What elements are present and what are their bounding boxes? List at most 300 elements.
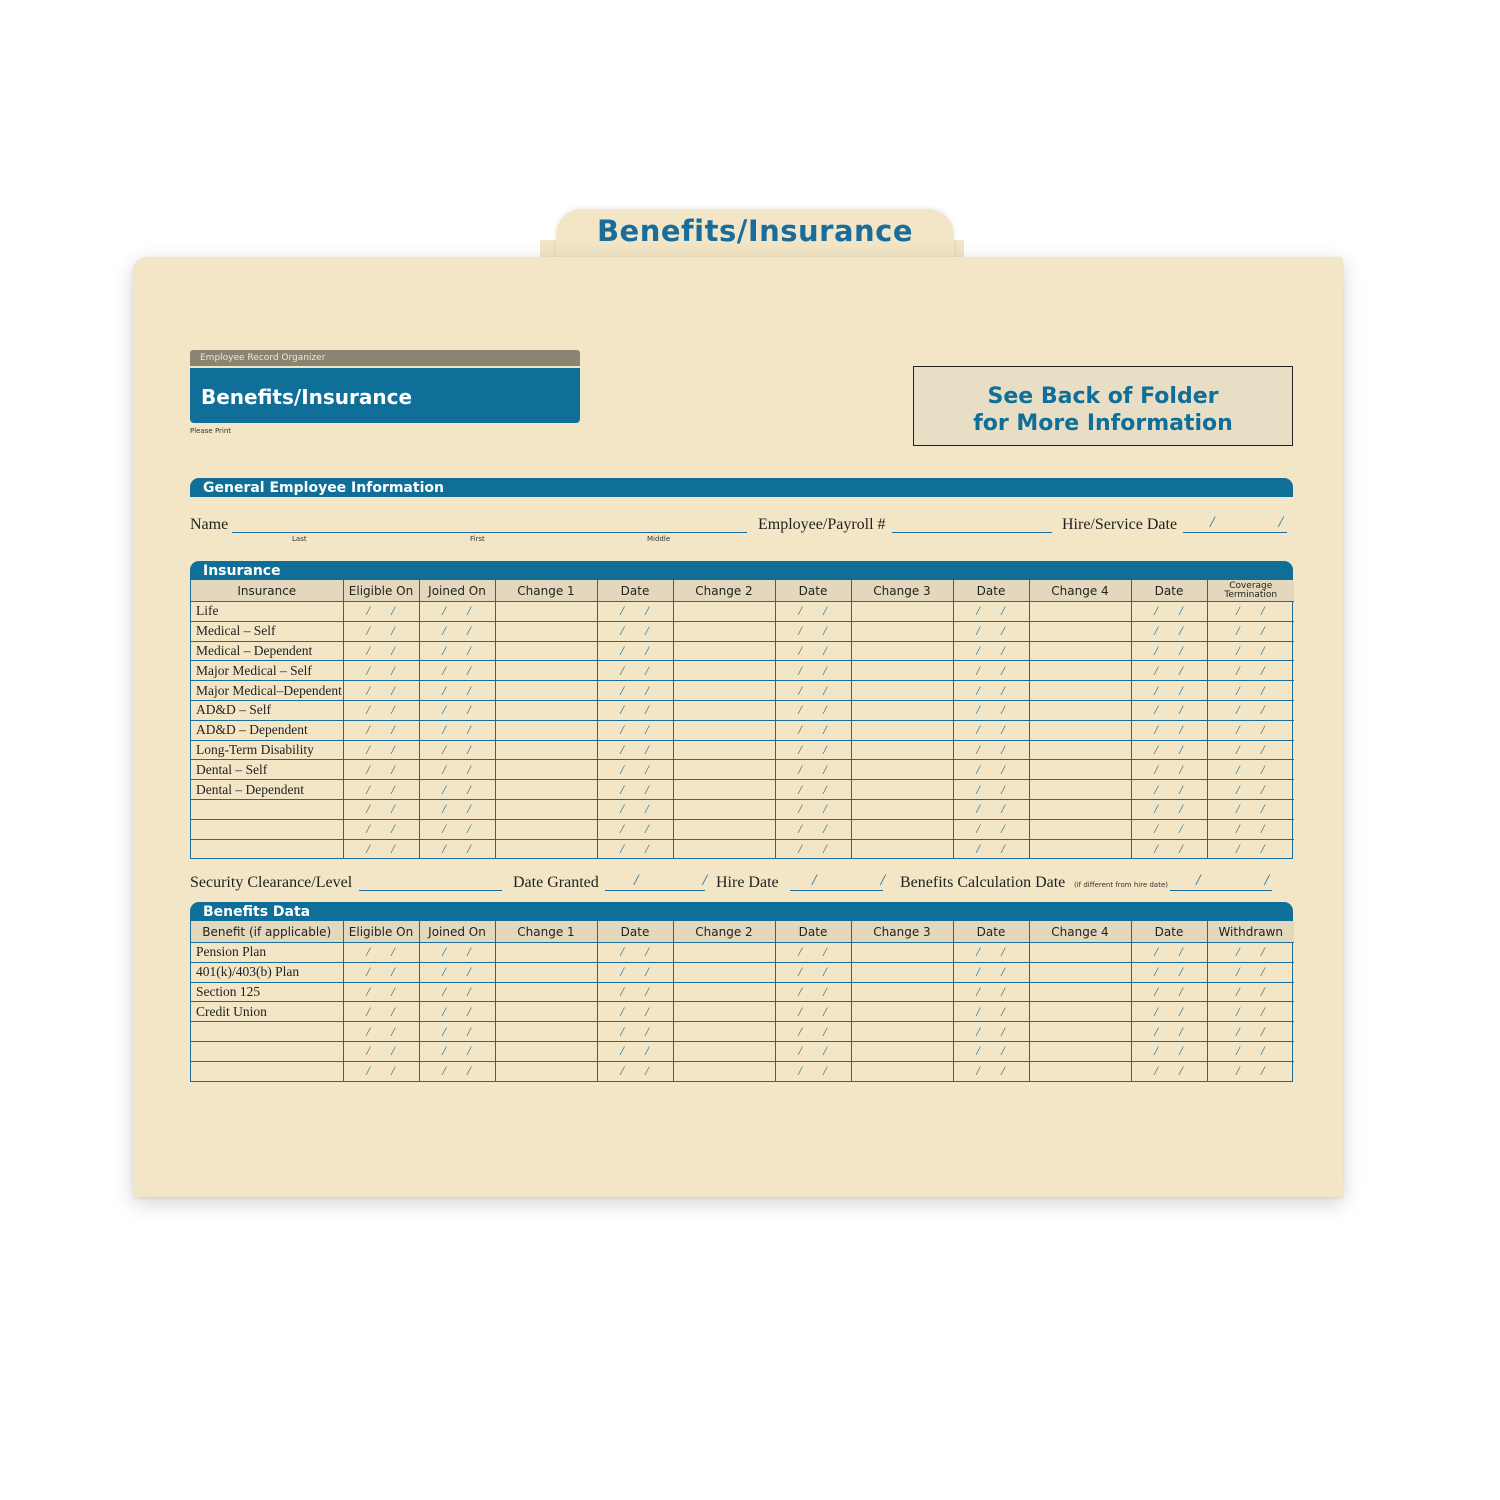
benefits-col-header: Date [597, 921, 673, 943]
insurance-date-cell[interactable]: / / [343, 819, 419, 839]
benefits-date-cell[interactable]: / / [597, 962, 673, 982]
see-back-notice [913, 366, 1293, 446]
insurance-col-header: Change 1 [495, 580, 597, 602]
benefits-date-cell[interactable]: / / [419, 962, 495, 982]
benefits-change-cell[interactable] [673, 1041, 775, 1061]
insurance-date-cell[interactable]: / / [597, 760, 673, 780]
benefits-change-cell[interactable] [851, 943, 953, 963]
security-field[interactable] [359, 890, 502, 891]
insurance-col-header: Coverage Termination [1207, 580, 1294, 602]
benefits-calc-field[interactable] [1170, 890, 1272, 891]
insurance-change-cell[interactable] [673, 621, 775, 641]
insurance-date-cell[interactable]: / / [343, 799, 419, 819]
benefits-table [190, 921, 1293, 1082]
insurance-change-cell[interactable] [851, 621, 953, 641]
insurance-date-cell[interactable]: / / [953, 621, 1029, 641]
insurance-row [191, 621, 1294, 641]
insurance-row [191, 602, 1294, 622]
benefits-data-header: Benefits Data [190, 902, 1293, 921]
insurance-change-cell[interactable] [495, 602, 597, 622]
benefits-row [191, 982, 1294, 1002]
insurance-change-cell[interactable] [851, 641, 953, 661]
insurance-row-label: Major Medical–Dependent [191, 681, 343, 701]
insurance-date-cell[interactable]: / / [953, 780, 1029, 800]
insurance-date-cell[interactable]: / / [1131, 700, 1207, 720]
insurance-date-cell[interactable]: / / [1207, 799, 1294, 819]
benefits-date-cell[interactable]: / / [775, 982, 851, 1002]
insurance-date-cell[interactable]: / / [1207, 740, 1294, 760]
insurance-row [191, 681, 1294, 701]
insurance-date-cell[interactable]: / / [597, 661, 673, 681]
benefits-date-cell[interactable]: / / [1131, 1041, 1207, 1061]
benefits-date-cell[interactable]: / / [597, 943, 673, 963]
benefits-change-cell[interactable] [495, 1041, 597, 1061]
benefits-date-cell[interactable]: / / [419, 943, 495, 963]
benefits-calc-label: Benefits Calculation Date [900, 874, 1066, 891]
insurance-change-cell[interactable] [673, 602, 775, 622]
name-sub-first: First [470, 535, 485, 543]
insurance-date-cell[interactable]: / / [343, 740, 419, 760]
insurance-change-cell[interactable] [1029, 621, 1131, 641]
insurance-date-cell[interactable]: / / [775, 780, 851, 800]
benefits-date-cell[interactable]: / / [1131, 943, 1207, 963]
insurance-row [191, 720, 1294, 740]
insurance-date-cell[interactable]: / / [343, 621, 419, 641]
name-sub-last: Last [292, 535, 307, 543]
insurance-date-cell[interactable]: / / [1131, 641, 1207, 661]
benefits-row [191, 1022, 1294, 1042]
insurance-change-cell[interactable] [673, 700, 775, 720]
insurance-date-cell[interactable]: / / [1207, 602, 1294, 622]
insurance-change-cell[interactable] [673, 661, 775, 681]
insurance-row-label: Medical – Dependent [191, 641, 343, 661]
date-granted-slashes: / / [634, 872, 737, 889]
insurance-date-cell[interactable]: / / [597, 740, 673, 760]
insurance-date-cell[interactable]: / / [1207, 700, 1294, 720]
benefits-col-header: Change 1 [495, 921, 597, 943]
benefits-change-cell[interactable] [673, 1022, 775, 1042]
insurance-date-cell[interactable]: / / [775, 740, 851, 760]
insurance-change-cell[interactable] [851, 681, 953, 701]
insurance-change-cell[interactable] [673, 740, 775, 760]
benefits-date-cell[interactable]: / / [775, 1002, 851, 1022]
insurance-change-cell[interactable] [495, 839, 597, 858]
insurance-row [191, 700, 1294, 720]
insurance-date-cell[interactable]: / / [1131, 799, 1207, 819]
insurance-col-header: Date [597, 580, 673, 602]
insurance-date-cell[interactable]: / / [343, 700, 419, 720]
date-granted-label: Date Granted [513, 874, 599, 891]
hire-service-field[interactable] [1183, 532, 1287, 533]
benefits-date-cell[interactable]: / / [775, 1022, 851, 1042]
benefits-date-cell[interactable]: / / [343, 982, 419, 1002]
benefits-change-cell[interactable] [851, 1061, 953, 1080]
insurance-row-label: Long-Term Disability [191, 740, 343, 760]
insurance-date-cell[interactable]: / / [343, 602, 419, 622]
insurance-change-cell[interactable] [495, 819, 597, 839]
benefits-date-cell[interactable]: / / [419, 1022, 495, 1042]
insurance-change-cell[interactable] [1029, 740, 1131, 760]
benefits-change-cell[interactable] [851, 1041, 953, 1061]
insurance-change-cell[interactable] [673, 839, 775, 858]
insurance-date-cell[interactable]: / / [1131, 720, 1207, 740]
benefits-date-cell[interactable]: / / [953, 943, 1029, 963]
insurance-date-cell[interactable]: / / [419, 720, 495, 740]
benefits-change-cell[interactable] [1029, 982, 1131, 1002]
benefits-change-cell[interactable] [851, 1022, 953, 1042]
security-label: Security Clearance/Level [190, 874, 353, 891]
insurance-date-cell[interactable]: / / [1131, 780, 1207, 800]
insurance-change-cell[interactable] [1029, 780, 1131, 800]
benefits-change-cell[interactable] [1029, 1002, 1131, 1022]
insurance-change-cell[interactable] [1029, 602, 1131, 622]
insurance-change-cell[interactable] [851, 720, 953, 740]
benefits-change-cell[interactable] [851, 1002, 953, 1022]
please-print-note: Please Print [190, 427, 232, 435]
benefits-row [191, 1041, 1294, 1061]
insurance-change-cell[interactable] [673, 720, 775, 740]
insurance-date-cell[interactable]: / / [597, 681, 673, 701]
benefits-date-cell[interactable]: / / [343, 943, 419, 963]
insurance-date-cell[interactable]: / / [419, 641, 495, 661]
benefits-col-header: Benefit (if applicable) [191, 921, 343, 943]
insurance-date-cell[interactable]: / / [953, 760, 1029, 780]
insurance-header: Insurance [190, 561, 1293, 580]
insurance-change-cell[interactable] [1029, 661, 1131, 681]
benefits-date-cell[interactable]: / / [419, 1061, 495, 1080]
benefits-row-label: 401(k)/403(b) Plan [191, 962, 343, 982]
benefits-change-cell[interactable] [851, 962, 953, 982]
benefits-row [191, 943, 1294, 963]
insurance-date-cell[interactable]: / / [953, 641, 1029, 661]
benefits-col-header: Change 4 [1029, 921, 1131, 943]
insurance-change-cell[interactable] [673, 780, 775, 800]
insurance-date-cell[interactable]: / / [1207, 681, 1294, 701]
insurance-date-cell[interactable]: / / [1207, 780, 1294, 800]
insurance-date-cell[interactable]: / / [953, 819, 1029, 839]
insurance-date-cell[interactable]: / / [419, 760, 495, 780]
benefits-date-cell[interactable]: / / [775, 1061, 851, 1080]
insurance-change-cell[interactable] [1029, 819, 1131, 839]
insurance-change-cell[interactable] [495, 661, 597, 681]
insurance-date-cell[interactable]: / / [953, 681, 1029, 701]
benefits-col-header: Change 3 [851, 921, 953, 943]
insurance-row [191, 760, 1294, 780]
benefits-calc-slashes: / / [1196, 872, 1299, 889]
insurance-date-cell[interactable]: / / [597, 839, 673, 858]
benefits-change-cell[interactable] [1029, 943, 1131, 963]
insurance-date-cell[interactable]: / / [1207, 819, 1294, 839]
insurance-date-cell[interactable]: / / [419, 700, 495, 720]
insurance-date-cell[interactable]: / / [1207, 760, 1294, 780]
benefits-change-cell[interactable] [495, 943, 597, 963]
benefits-date-cell[interactable]: / / [419, 1041, 495, 1061]
insurance-change-cell[interactable] [495, 760, 597, 780]
payroll-label: Employee/Payroll # [758, 516, 886, 533]
insurance-date-cell[interactable]: / / [343, 780, 419, 800]
insurance-row [191, 819, 1294, 839]
insurance-row-label: Dental – Dependent [191, 780, 343, 800]
insurance-date-cell[interactable]: / / [953, 740, 1029, 760]
benefits-col-header: Date [1131, 921, 1207, 943]
insurance-date-cell[interactable]: / / [1207, 720, 1294, 740]
insurance-col-header: Date [953, 580, 1029, 602]
benefits-date-cell[interactable]: / / [343, 1061, 419, 1080]
insurance-date-cell[interactable]: / / [419, 780, 495, 800]
insurance-date-cell[interactable]: / / [597, 641, 673, 661]
benefits-row-label: Pension Plan [191, 943, 343, 963]
benefits-date-cell[interactable]: / / [1207, 982, 1294, 1002]
benefits-change-cell[interactable] [673, 943, 775, 963]
insurance-row-label: Dental – Self [191, 760, 343, 780]
benefits-row [191, 1002, 1294, 1022]
insurance-row [191, 780, 1294, 800]
insurance-date-cell[interactable]: / / [1131, 621, 1207, 641]
insurance-date-cell[interactable]: / / [343, 641, 419, 661]
insurance-date-cell[interactable]: / / [1207, 839, 1294, 858]
insurance-date-cell[interactable]: / / [343, 760, 419, 780]
benefits-row-label [191, 1022, 343, 1042]
page-title: Benefits/Insurance [190, 368, 580, 423]
benefits-change-cell[interactable] [495, 982, 597, 1002]
insurance-change-cell[interactable] [495, 799, 597, 819]
insurance-date-cell[interactable]: / / [953, 720, 1029, 740]
benefits-col-header: Joined On [419, 921, 495, 943]
insurance-change-cell[interactable] [1029, 681, 1131, 701]
insurance-date-cell[interactable]: / / [419, 839, 495, 858]
benefits-col-header: Withdrawn [1207, 921, 1294, 943]
insurance-change-cell[interactable] [851, 839, 953, 858]
insurance-change-cell[interactable] [851, 799, 953, 819]
insurance-change-cell[interactable] [1029, 839, 1131, 858]
insurance-col-header: Joined On [419, 580, 495, 602]
insurance-date-cell[interactable]: / / [775, 661, 851, 681]
insurance-col-header: Date [1131, 580, 1207, 602]
insurance-date-cell[interactable]: / / [953, 602, 1029, 622]
benefits-date-cell[interactable]: / / [953, 1022, 1029, 1042]
insurance-date-cell[interactable]: / / [343, 681, 419, 701]
insurance-date-cell[interactable]: / / [953, 700, 1029, 720]
benefits-date-cell[interactable]: / / [1131, 962, 1207, 982]
insurance-change-cell[interactable] [673, 799, 775, 819]
insurance-date-cell[interactable]: / / [597, 621, 673, 641]
hire-date-label: Hire Date [716, 874, 779, 891]
insurance-date-cell[interactable]: / / [343, 839, 419, 858]
insurance-date-cell[interactable]: / / [775, 720, 851, 740]
benefits-date-cell[interactable]: / / [343, 1022, 419, 1042]
benefits-change-cell[interactable] [495, 962, 597, 982]
benefits-date-cell[interactable]: / / [953, 1002, 1029, 1022]
benefits-date-cell[interactable]: / / [1207, 1002, 1294, 1022]
insurance-date-cell[interactable]: / / [775, 819, 851, 839]
benefits-change-cell[interactable] [851, 982, 953, 1002]
insurance-change-cell[interactable] [851, 740, 953, 760]
benefits-date-cell[interactable]: / / [1207, 1061, 1294, 1080]
benefits-date-cell[interactable]: / / [419, 982, 495, 1002]
insurance-change-cell[interactable] [495, 740, 597, 760]
see-back-line1: See Back of Folder [987, 384, 1219, 409]
benefits-col-header: Date [775, 921, 851, 943]
insurance-change-cell[interactable] [495, 700, 597, 720]
insurance-date-cell[interactable]: / / [775, 700, 851, 720]
benefits-date-cell[interactable]: / / [597, 982, 673, 1002]
benefits-date-cell[interactable]: / / [343, 1041, 419, 1061]
insurance-date-cell[interactable]: / / [1131, 740, 1207, 760]
insurance-date-cell[interactable]: / / [1131, 661, 1207, 681]
name-field[interactable] [232, 532, 747, 533]
benefits-date-cell[interactable]: / / [1131, 982, 1207, 1002]
insurance-change-cell[interactable] [495, 641, 597, 661]
insurance-date-cell[interactable]: / / [419, 740, 495, 760]
insurance-date-cell[interactable]: / / [775, 621, 851, 641]
insurance-date-cell[interactable]: / / [597, 720, 673, 740]
insurance-row-label: AD&D – Dependent [191, 720, 343, 740]
benefits-change-cell[interactable] [673, 982, 775, 1002]
insurance-change-cell[interactable] [1029, 700, 1131, 720]
insurance-date-cell[interactable]: / / [775, 602, 851, 622]
benefits-date-cell[interactable]: / / [597, 1022, 673, 1042]
insurance-date-cell[interactable]: / / [597, 700, 673, 720]
benefits-calc-note: (if different from hire date) [1074, 881, 1168, 889]
benefits-date-cell[interactable]: / / [343, 1002, 419, 1022]
hire-date-slashes: / / [812, 872, 915, 889]
benefits-change-cell[interactable] [1029, 1041, 1131, 1061]
insurance-date-cell[interactable]: / / [1207, 641, 1294, 661]
benefits-date-cell[interactable]: / / [419, 1002, 495, 1022]
benefits-change-cell[interactable] [673, 1002, 775, 1022]
insurance-date-cell[interactable]: / / [775, 839, 851, 858]
insurance-date-cell[interactable]: / / [419, 621, 495, 641]
insurance-change-cell[interactable] [851, 700, 953, 720]
insurance-date-cell[interactable]: / / [775, 641, 851, 661]
insurance-change-cell[interactable] [1029, 799, 1131, 819]
benefits-col-header: Change 2 [673, 921, 775, 943]
benefits-date-cell[interactable]: / / [953, 962, 1029, 982]
benefits-row-label: Section 125 [191, 982, 343, 1002]
insurance-date-cell[interactable]: / / [419, 661, 495, 681]
insurance-date-cell[interactable]: / / [1131, 681, 1207, 701]
insurance-date-cell[interactable]: / / [343, 661, 419, 681]
benefits-change-cell[interactable] [495, 1022, 597, 1042]
benefits-date-cell[interactable]: / / [1207, 1041, 1294, 1061]
insurance-date-cell[interactable]: / / [419, 799, 495, 819]
hire-date-field[interactable] [790, 890, 883, 891]
benefits-date-cell[interactable]: / / [775, 962, 851, 982]
benefits-change-cell[interactable] [1029, 1022, 1131, 1042]
benefits-date-cell[interactable]: / / [1131, 1002, 1207, 1022]
benefits-change-cell[interactable] [495, 1061, 597, 1080]
general-info-header: General Employee Information [190, 478, 1293, 497]
insurance-date-cell[interactable]: / / [1131, 839, 1207, 858]
benefits-date-cell[interactable]: / / [953, 1061, 1029, 1080]
benefits-change-cell[interactable] [1029, 1061, 1131, 1080]
insurance-change-cell[interactable] [1029, 720, 1131, 740]
insurance-change-cell[interactable] [851, 760, 953, 780]
benefits-change-cell[interactable] [495, 1002, 597, 1022]
benefits-date-cell[interactable]: / / [597, 1041, 673, 1061]
see-back-line2: for More Information [973, 411, 1233, 436]
insurance-date-cell[interactable]: / / [597, 780, 673, 800]
insurance-date-cell[interactable]: / / [775, 681, 851, 701]
insurance-date-cell[interactable]: / / [775, 799, 851, 819]
insurance-date-cell[interactable]: / / [597, 602, 673, 622]
benefits-date-cell[interactable]: / / [1207, 962, 1294, 982]
insurance-date-cell[interactable]: / / [1131, 819, 1207, 839]
insurance-row-label: AD&D – Self [191, 700, 343, 720]
benefits-date-cell[interactable]: / / [1207, 943, 1294, 963]
insurance-col-header: Eligible On [343, 580, 419, 602]
insurance-change-cell[interactable] [495, 681, 597, 701]
insurance-date-cell[interactable]: / / [1207, 621, 1294, 641]
benefits-date-cell[interactable]: / / [1207, 1022, 1294, 1042]
benefits-date-cell[interactable]: / / [775, 943, 851, 963]
insurance-change-cell[interactable] [851, 661, 953, 681]
benefits-date-cell[interactable]: / / [1131, 1022, 1207, 1042]
insurance-row-label [191, 839, 343, 858]
benefits-change-cell[interactable] [1029, 962, 1131, 982]
insurance-change-cell[interactable] [851, 780, 953, 800]
insurance-date-cell[interactable]: / / [775, 760, 851, 780]
insurance-row-label: Life [191, 602, 343, 622]
insurance-change-cell[interactable] [851, 819, 953, 839]
benefits-date-cell[interactable]: / / [1131, 1061, 1207, 1080]
insurance-change-cell[interactable] [673, 760, 775, 780]
insurance-change-cell[interactable] [495, 780, 597, 800]
benefits-change-cell[interactable] [673, 962, 775, 982]
insurance-change-cell[interactable] [673, 819, 775, 839]
insurance-date-cell[interactable]: / / [1131, 760, 1207, 780]
payroll-field[interactable] [892, 532, 1052, 533]
insurance-date-cell[interactable]: / / [343, 720, 419, 740]
insurance-change-cell[interactable] [495, 720, 597, 740]
insurance-change-cell[interactable] [1029, 641, 1131, 661]
insurance-col-header: Date [775, 580, 851, 602]
insurance-row [191, 839, 1294, 858]
benefits-date-cell[interactable]: / / [343, 962, 419, 982]
benefits-row-label [191, 1061, 343, 1080]
benefits-date-cell[interactable]: / / [953, 1041, 1029, 1061]
insurance-date-cell[interactable]: / / [419, 681, 495, 701]
insurance-change-cell[interactable] [1029, 760, 1131, 780]
benefits-row-label: Credit Union [191, 1002, 343, 1022]
insurance-change-cell[interactable] [851, 602, 953, 622]
benefits-date-cell[interactable]: / / [597, 1061, 673, 1080]
insurance-date-cell[interactable]: / / [953, 661, 1029, 681]
date-granted-field[interactable] [605, 890, 705, 891]
insurance-date-cell[interactable]: / / [419, 602, 495, 622]
benefits-row-label [191, 1041, 343, 1061]
insurance-row [191, 641, 1294, 661]
insurance-date-cell[interactable]: / / [1207, 661, 1294, 681]
benefits-col-header: Eligible On [343, 921, 419, 943]
insurance-col-header: Insurance [191, 580, 343, 602]
benefits-change-cell[interactable] [673, 1061, 775, 1080]
insurance-date-cell[interactable]: / / [1131, 602, 1207, 622]
benefits-date-cell[interactable]: / / [597, 1002, 673, 1022]
insurance-date-cell[interactable]: / / [597, 819, 673, 839]
insurance-change-cell[interactable] [673, 641, 775, 661]
insurance-date-cell[interactable]: / / [953, 799, 1029, 819]
insurance-date-cell[interactable]: / / [597, 799, 673, 819]
insurance-change-cell[interactable] [673, 681, 775, 701]
benefits-date-cell[interactable]: / / [775, 1041, 851, 1061]
insurance-change-cell[interactable] [495, 621, 597, 641]
folder-tab-title: Benefits/Insurance [596, 214, 914, 248]
insurance-date-cell[interactable]: / / [419, 819, 495, 839]
benefits-date-cell[interactable]: / / [953, 982, 1029, 1002]
insurance-date-cell[interactable]: / / [953, 839, 1029, 858]
insurance-row-label: Medical – Self [191, 621, 343, 641]
